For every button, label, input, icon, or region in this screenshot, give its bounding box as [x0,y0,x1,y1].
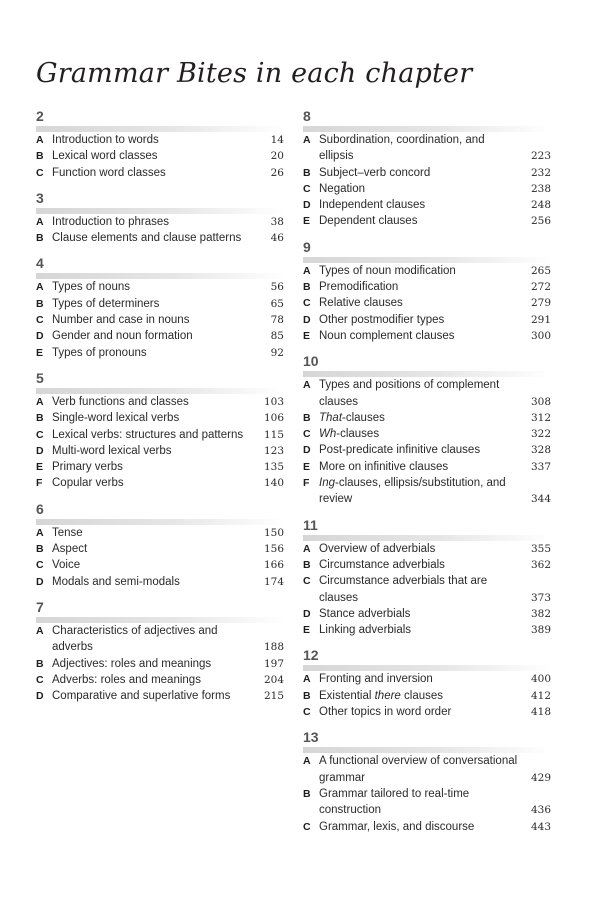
toc-entry[interactable] [36,459,286,475]
entry-title-text: Linking adverbials [319,624,412,637]
toc-entry[interactable] [303,704,553,720]
entry-title [319,461,448,473]
page-number: 256 [530,215,551,228]
page-number: 272 [530,281,551,294]
entry-title-italic: Wh [319,428,337,441]
toc-entry[interactable] [303,557,553,573]
entry-letter: B [303,281,311,294]
entry-title [52,576,180,588]
page-number: 135 [263,461,284,474]
page-number: 232 [530,166,551,179]
entry-title-text: Circumstance adverbials [319,558,445,571]
page-number: 85 [270,330,284,343]
entry-title-text: Stance adverbials [319,607,411,620]
page-number: 382 [530,607,551,620]
entry-letter: B [303,787,311,800]
entry-letter: A [303,134,311,146]
entry-letter: D [303,444,311,457]
entry-letter: C [36,428,44,441]
chapter-section [303,237,553,351]
entry-title-text: Copular verbs [52,477,124,490]
entry-title-text: Multi-word lexical verbs [52,444,172,457]
entry-title-text: Characteristics of adjectives and adverbs [52,624,218,654]
entry-title [52,543,87,555]
page-number: 140 [263,477,284,490]
entry-letter: E [36,461,44,474]
toc-entry[interactable] [303,197,553,213]
page-number: 14 [270,134,284,146]
page-number: 344 [530,493,551,506]
page-number: 65 [270,297,284,310]
entry-title [52,298,159,310]
page-number: 291 [530,313,551,326]
entry-title-text: Comparative and superlative forms [52,690,231,703]
toc-entry[interactable] [36,328,286,344]
entry-title-text: Premodification [319,281,399,294]
entry-letter: B [36,297,44,310]
entry-title [319,788,469,816]
entry-title [52,330,193,342]
toc-entry[interactable] [36,656,286,672]
entry-letter: B [36,150,44,163]
entry-title-text: Primary verbs [52,461,123,474]
entry-title [319,624,411,636]
toc-entry[interactable] [303,459,553,475]
toc-entry[interactable] [36,312,286,328]
page-number: 328 [530,444,551,457]
entry-title-italic: there [374,689,401,702]
page-number: 322 [530,428,551,441]
entry-letter: A [303,542,311,555]
page-number: 46 [270,232,284,245]
page-number: 373 [530,591,551,604]
chapter-section [303,106,553,237]
entry-title [319,314,444,326]
entry-letter: B [303,411,311,424]
right-column [303,106,553,842]
toc-entry[interactable] [36,541,286,557]
chapter-number: 8 [303,108,311,124]
page-number: 103 [263,395,284,408]
entry-letter: A [36,624,44,637]
page-number: 166 [263,559,284,572]
entry-letter: B [36,543,44,556]
chapter-number: 2 [36,108,44,124]
entry-title-text: -clauses, ellipsis/substitution, and review [319,477,506,506]
entry-letter: B [303,689,311,702]
entry-title [319,575,487,603]
toc-entry[interactable] [303,753,553,786]
entry-title [52,625,218,653]
entry-letter: B [303,166,311,179]
chapter-section [36,499,286,597]
page-number: 223 [530,150,551,163]
entry-title-text: Grammar tailored to real-time construction [319,787,470,817]
entry-title-text: More on infinitive clauses [319,460,449,473]
entry-title [52,314,189,326]
toc-entry[interactable] [36,557,286,573]
entry-letter: D [36,690,44,703]
page-number: 204 [263,673,284,686]
entry-letter: A [303,379,311,392]
entry-title [52,232,241,244]
entry-letter: B [36,412,44,425]
entry-title [52,412,179,424]
page-number: 429 [530,771,551,784]
toc-entry[interactable] [36,410,286,426]
entry-letter: C [36,559,44,572]
entry-title-text: Lexical word classes [52,150,158,163]
toc-entry[interactable] [303,263,553,279]
entry-letter: C [303,575,311,588]
entry-title-text: Voice [52,559,81,572]
toc-entry[interactable] [36,148,286,164]
chapter-section [303,351,553,514]
entry-title-text: -clauses [336,428,380,441]
entry-title [319,690,443,702]
entry-title [319,673,433,685]
entry-title [319,559,445,571]
entry-title-text: Independent clauses [319,199,426,212]
page-number: 238 [530,182,551,195]
toc-entry[interactable] [303,819,553,835]
entry-letter: A [36,395,44,408]
entry-title-text: Single-word lexical verbs [52,412,180,425]
toc-entry[interactable] [36,574,286,590]
entry-title-text: Lexical verbs: structures and patterns [52,428,244,441]
left-column [36,106,286,711]
toc-entry[interactable] [36,688,286,704]
chapter-section [36,188,286,254]
toc-entry[interactable] [36,623,286,656]
entry-letter: B [303,558,311,571]
entry-letter: C [303,182,311,195]
entry-title [52,167,166,179]
page-number: 436 [530,804,551,817]
entry-title [52,527,83,539]
entry-title-text: Subordination, coordination, and ellipsis [319,134,485,163]
entry-letter: E [303,215,311,228]
page-number: 26 [270,166,284,179]
toc-entry[interactable] [303,312,553,328]
entry-title [319,477,506,505]
entry-title-text: Grammar, lexis, and discourse [319,820,475,833]
entry-title-text: Modals and semi-modals [52,575,180,588]
page-number: 337 [530,460,551,473]
chapter-number: 4 [36,255,44,272]
page-number: 248 [530,199,551,212]
chapter-number: 12 [303,647,319,664]
entry-title [319,608,410,620]
toc-entry[interactable] [303,328,553,344]
entry-title-text: Verb functions and classes [52,395,189,408]
entry-title [319,821,474,833]
entry-letter: D [303,607,311,620]
entry-title [52,216,169,228]
entry-title [319,199,425,211]
entry-letter: D [36,575,44,588]
page-number: 312 [530,411,551,424]
chapter-section [303,515,553,646]
entry-title-text: Types of nouns [52,281,130,294]
page-number: 38 [270,215,284,228]
toc-entry[interactable] [36,296,286,312]
entry-title [52,477,124,489]
toc-entry[interactable] [303,426,553,442]
entry-letter: B [36,657,44,670]
toc-entry[interactable] [36,345,286,361]
page-number: 400 [530,673,551,686]
entry-letter: F [303,477,310,490]
toc-entry[interactable] [303,213,553,229]
entry-title-text: Types of pronouns [52,346,147,359]
page-number: 355 [530,542,551,555]
chapter-section [303,727,553,841]
toc-entry[interactable] [36,525,286,541]
entry-letter: E [303,460,311,473]
chapter-section [36,597,286,711]
toc-entry[interactable] [36,165,286,181]
entry-title-text: Subject–verb concord [319,166,431,179]
entry-title-text: Noun complement clauses [319,329,455,342]
entry-title-text: clauses [400,689,444,702]
entry-letter: E [36,346,44,359]
toc-entry[interactable] [36,279,286,295]
entry-title [52,674,201,686]
page-number: 56 [270,281,284,294]
toc-entry[interactable] [303,688,553,704]
page-number: 188 [263,641,284,654]
entry-title [52,559,80,571]
entry-letter: C [36,166,44,179]
page-number: 443 [530,820,551,833]
page-number: 174 [263,575,284,588]
entry-letter: C [303,820,311,833]
toc-entry[interactable] [303,442,553,458]
page-number: 106 [263,412,284,425]
entry-letter: A [303,264,311,277]
entry-title [319,215,417,227]
entry-title-text: Adjectives: roles and meanings [52,657,212,670]
chapter-number: 13 [303,729,319,746]
page-number: 362 [530,558,551,571]
entry-letter: D [303,199,311,212]
entry-letter: C [36,314,44,327]
entry-letter: E [303,624,311,637]
toc-entry[interactable] [303,475,553,508]
entry-title [319,281,398,293]
entry-title [52,396,189,408]
toc-entry[interactable] [36,214,286,230]
entry-title-text: Overview of adverbials [319,542,436,555]
entry-title-text: Types and positions of complement clauses [319,379,500,408]
toc-entry[interactable] [303,541,553,557]
entry-title-text: Relative clauses [319,297,403,310]
entry-letter: A [36,215,44,228]
toc-entry[interactable] [303,671,553,687]
toc-entry[interactable] [303,132,553,165]
page-number: 418 [530,706,551,719]
page-number: 389 [530,624,551,637]
entry-letter: E [303,329,311,342]
page-number: 150 [263,526,284,539]
entry-letter: F [36,477,43,490]
entry-title [319,755,517,783]
entry-letter: A [36,526,44,539]
entry-title [319,444,480,456]
chapter-section [36,106,286,188]
entry-title [52,347,147,359]
entry-title [319,297,403,309]
entry-letter: A [303,673,311,686]
chapter-number: 3 [36,189,44,206]
entry-title [52,690,230,702]
entry-title [52,150,157,162]
entry-letter: A [303,755,311,768]
toc-entry[interactable] [303,181,553,197]
entry-title-text: Gender and noun formation [52,330,193,343]
entry-letter: C [303,706,311,719]
chapter-number: 6 [36,500,44,517]
entry-title-text: Aspect [52,543,88,556]
entry-title [52,281,130,293]
page-number: 300 [530,329,551,342]
toc-entry[interactable] [36,672,286,688]
entry-letter: C [303,297,311,310]
chapter-section [36,253,286,367]
toc-entry[interactable] [303,279,553,295]
entry-title [319,379,499,407]
entry-title [319,428,379,440]
toc-entry[interactable] [36,427,286,443]
chapter-number: 5 [36,369,44,386]
chapter-section [36,368,286,499]
entry-title-text: Existential [319,689,375,702]
entry-title [52,134,159,146]
toc-entry[interactable] [36,230,286,246]
page-number: 279 [530,297,551,310]
page-number: 115 [263,428,284,441]
entry-title [319,412,385,424]
toc-entry[interactable] [303,606,553,622]
entry-title-text: Dependent clauses [319,215,418,228]
entry-letter: B [36,232,44,245]
entry-title-italic: That [319,411,343,424]
entry-letter: D [36,330,44,343]
entry-title-text: Post-predicate infinitive clauses [319,444,481,457]
page-number: 123 [263,444,284,457]
entry-title-text: Types of noun modification [319,264,456,277]
entry-title-text: Negation [319,182,366,195]
page-number: 197 [263,657,284,670]
entry-title-text: Adverbs: roles and meanings [52,673,201,686]
page-number: 78 [270,314,284,327]
entry-title-text: -clauses [342,411,385,424]
toc-entry[interactable] [303,165,553,181]
entry-title-text: Circumstance adverbials that are clauses [319,575,488,604]
entry-title [319,706,451,718]
entry-title-italic: Ing [319,477,335,490]
chapter-number: 9 [303,238,311,255]
entry-title-text: Introduction to words [52,134,159,146]
entry-title-text: Fronting and inversion [319,673,433,686]
entry-title-text: Function word classes [52,166,166,179]
entry-letter: A [36,281,44,294]
toc-entry[interactable] [36,475,286,491]
entry-title [52,461,123,473]
entry-letter: D [36,444,44,457]
entry-title [319,265,456,277]
page-number: 265 [530,264,551,277]
entry-title-text: Types of determiners [52,297,160,310]
entry-letter: A [36,134,44,146]
chapter-number: 11 [303,516,318,533]
entry-title [52,658,211,670]
entry-letter: C [36,673,44,686]
toc-entry[interactable] [36,394,286,410]
chapter-section [303,645,553,727]
page-number: 215 [263,690,284,703]
entry-title [52,429,243,441]
entry-title-text: Number and case in nouns [52,314,190,327]
entry-title [52,445,172,457]
entry-title [319,543,435,555]
toc-entry[interactable] [36,132,286,148]
page-number: 92 [270,346,284,359]
entry-title-text: Other postmodifier types [319,313,445,326]
chapter-number: 7 [36,598,44,615]
chapter-number: 10 [303,353,319,370]
entry-title [319,330,455,342]
entry-title-text: A functional overview of conversational grammar [319,755,518,784]
toc-entry[interactable] [303,573,553,606]
entry-title-text: Tense [52,526,83,539]
toc-entry[interactable] [303,410,553,426]
entry-letter: C [303,428,311,441]
page-number: 20 [270,150,284,163]
entry-letter: D [303,313,311,326]
toc-entry[interactable] [303,786,553,819]
page-number: 156 [263,543,284,556]
toc-entry[interactable] [303,377,553,410]
page-number: 412 [530,689,551,702]
toc-entry[interactable] [303,622,553,638]
toc-entry[interactable] [36,443,286,459]
entry-title-text: Clause elements and clause patterns [52,232,242,245]
entry-title-text: Other topics in word order [319,706,452,719]
entry-title [319,183,365,195]
entry-title-text: Introduction to phrases [52,215,169,228]
page-title: Grammar Bites in each chapter [36,58,473,89]
page-number: 308 [530,395,551,408]
entry-title [319,167,430,179]
entry-title [319,134,485,162]
toc-entry[interactable] [303,295,553,311]
